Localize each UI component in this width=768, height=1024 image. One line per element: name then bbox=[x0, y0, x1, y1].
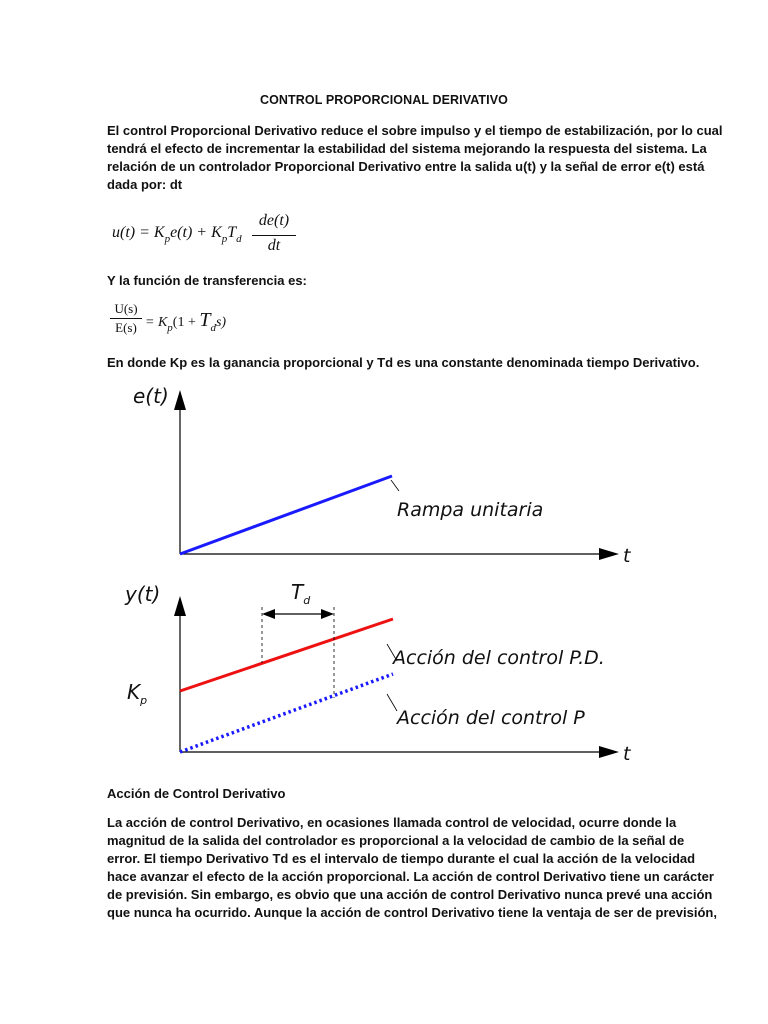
intro-line: dada por: dt bbox=[107, 177, 183, 192]
kp-label bbox=[127, 680, 147, 707]
section-line: que nunca ha ocurrido. Aunque la acción de control Derivativo tiene la ventaja de ser de previsión, bbox=[107, 905, 717, 920]
eq1-kp2-sub: p bbox=[221, 233, 228, 245]
kp-text: En donde Kp es la ganancia proporcional y Td es una constante denominada tiempo Derivativo. bbox=[107, 355, 700, 370]
pd-control-equation bbox=[112, 212, 302, 260]
bottom-plot-xlabel: t bbox=[623, 743, 631, 765]
section-paragraph bbox=[107, 814, 717, 922]
unit-ramp-line bbox=[180, 476, 392, 554]
eq2-td-sub: d bbox=[210, 322, 216, 334]
intro-paragraph bbox=[107, 122, 723, 194]
p-label-leader bbox=[387, 694, 397, 711]
eq1-mid: e(t) + K bbox=[170, 224, 222, 241]
eq2-end: s) bbox=[215, 315, 227, 330]
top-x-arrow-icon bbox=[599, 548, 619, 560]
intro-line: tendrá el efecto de incrementar la estabilidad del sistema mejorando la respuesta del sistema. La bbox=[107, 141, 707, 156]
eq1-denominator: dt bbox=[267, 237, 281, 254]
top-plot-xlabel: t bbox=[623, 545, 631, 567]
intro-line: relación de un controlador Proporcional Derivativo entre la salida u(t) y la señal de error e(t) está bbox=[107, 159, 705, 174]
section-line: de previsión. Sin embargo, es obvio que una acción de control Derivativo nunca prevé una acción bbox=[107, 887, 713, 902]
bottom-x-arrow-icon bbox=[599, 746, 619, 758]
eq1-td: T bbox=[227, 224, 237, 241]
p-action-line bbox=[180, 674, 393, 752]
eq1-kp-sub: p bbox=[164, 233, 171, 245]
kp-label-main: K bbox=[127, 680, 141, 704]
kp-paragraph bbox=[107, 354, 700, 372]
td-label bbox=[291, 580, 310, 607]
ramp-label: Rampa unitaria bbox=[397, 499, 544, 521]
eq2-td: T bbox=[199, 309, 211, 331]
page-title: CONTROL PROPORCIONAL DERIVATIVO bbox=[259, 93, 509, 107]
td-label-main: T bbox=[291, 580, 304, 604]
section-heading: Acción de Control Derivativo bbox=[107, 786, 286, 801]
eq1-td-sub: d bbox=[236, 233, 242, 245]
section-line: error. El tiempo Derivativo Td es el intervalo de tiempo durante el cual la acción de la velocidad bbox=[107, 851, 696, 866]
eq2-numerator: U(s) bbox=[114, 301, 138, 316]
eq2-denominator: E(s) bbox=[115, 320, 137, 335]
section-line: magnitud de la salida del controlador es proporcional a la velocidad de cambio de la señal de bbox=[107, 833, 685, 848]
eq1-numerator: de(t) bbox=[258, 212, 290, 229]
td-right-arrow-icon bbox=[321, 609, 334, 619]
eq1-lhs: u(t) = K bbox=[112, 224, 165, 241]
kp-label-sub: p bbox=[140, 694, 148, 707]
section-line: hace avanzar el efecto de la acción proporcional. La acción de control Derivativo tiene un carácter bbox=[107, 869, 714, 884]
eq2-paren: (1 + bbox=[172, 315, 200, 330]
top-y-arrow-icon bbox=[174, 390, 186, 410]
intro-line: El control Proporcional Derivativo reduce el sobre impulso y el tiempo de estabilización, por lo cual bbox=[107, 123, 723, 138]
transfer-intro bbox=[107, 272, 667, 290]
td-left-arrow-icon bbox=[262, 609, 275, 619]
pd-response-figure bbox=[95, 378, 655, 778]
transfer-function-equation bbox=[110, 301, 250, 341]
section-line: La acción de control Derivativo, en ocasiones llamada control de velocidad, ocurre donde la bbox=[107, 815, 677, 830]
td-label-sub: d bbox=[303, 594, 311, 607]
eq2-kp-sub: p bbox=[167, 322, 173, 334]
pd-action-label: Acción del control P.D. bbox=[393, 647, 605, 669]
p-action-label: Acción del control P bbox=[397, 707, 585, 729]
eq1-fraction-bar bbox=[252, 235, 296, 236]
ramp-label-leader bbox=[391, 480, 399, 491]
transfer-intro-text: Y la función de transferencia es: bbox=[107, 273, 307, 288]
bottom-plot-ylabel: y(t) bbox=[125, 582, 161, 606]
top-plot-ylabel: e(t) bbox=[133, 384, 169, 408]
bottom-y-arrow-icon bbox=[174, 596, 186, 616]
eq2-rhs: = K bbox=[145, 315, 168, 330]
pd-action-line bbox=[180, 619, 393, 691]
eq2-fraction-bar bbox=[110, 318, 142, 319]
